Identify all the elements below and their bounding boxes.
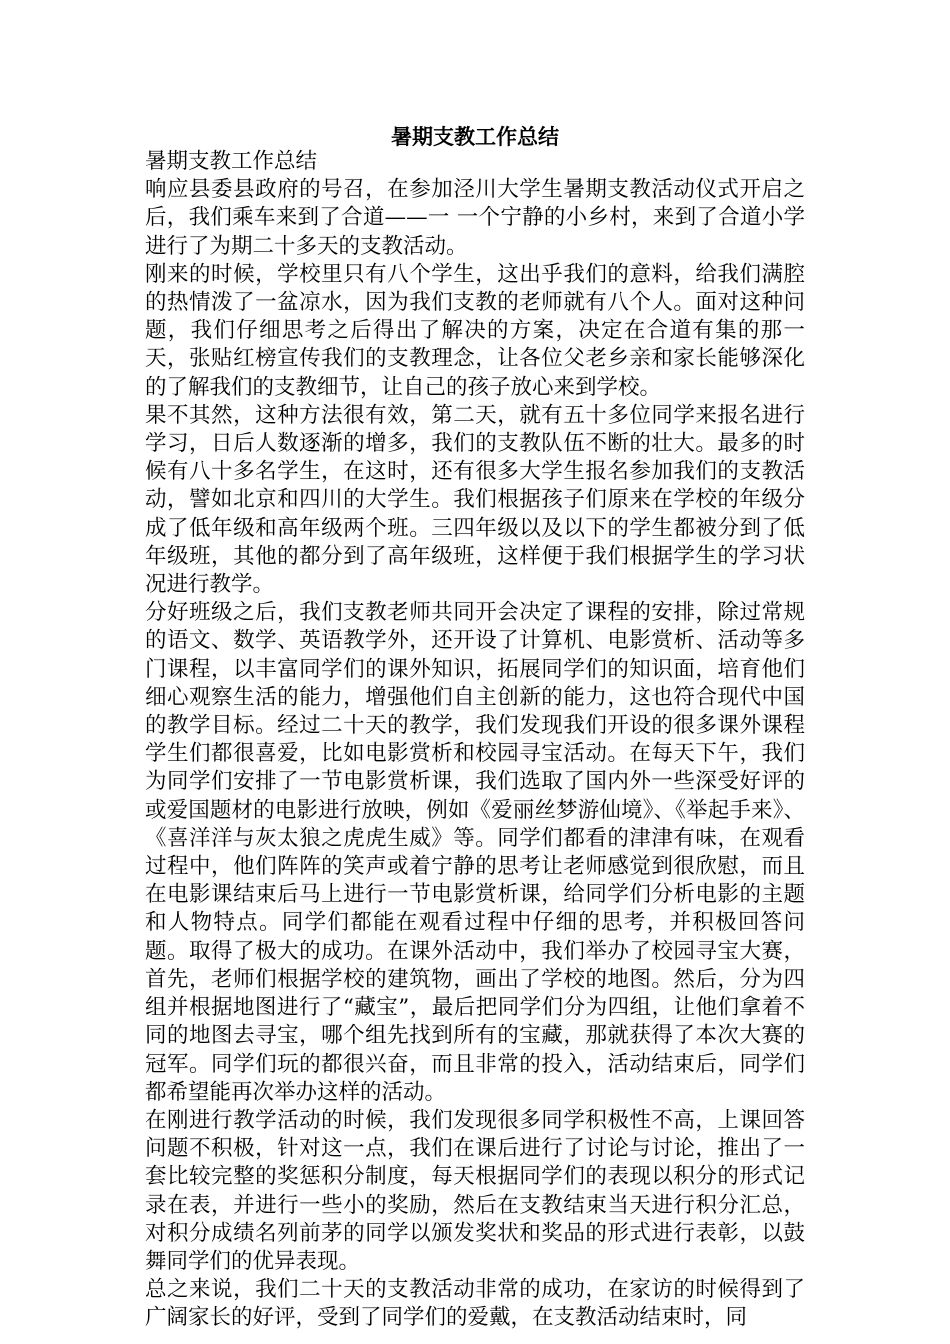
paragraph-5: 在刚进行教学活动的时候，我们发现很多同学积极性不高，上课回答问题不积极，针对这一点，我们在课后进行了讨论与讨论，推出了一套比较完整的奖惩积分制度，每天根据同学们的表现以积分的形式记录在表，并进行一些小的奖励，然后在支教结束当天进行积分汇总，对积分成绩名列前茅的同学以颁发奖状和奖品的形式进行表彰，以鼓舞同学们的优异表现。 xyxy=(145,1107,805,1274)
document-subtitle: 暑期支教工作总结 xyxy=(145,149,318,174)
paragraph-2: 刚来的时候，学校里只有八个学生，这出乎我们的意料，给我们满腔的热情泼了一盆凉水，因为我们支教的老师就有八个人。面对这种问题，我们仔细思考之后得出了解决的方案，决定在合道有集的那一天，张贴红榜宣传我们的支教理念，让各位父老乡亲和家长能够深化的了解我们的支教细节，让自己的孩子放心来到学校。 xyxy=(145,261,805,400)
paragraph-1: 响应县委县政府的号召，在参加泾川大学生暑期支教活动仪式开启之后，我们乘车来到了合道——一 一个宁静的小乡村，来到了合道小学进行了为期二十多天的支教活动。 xyxy=(145,177,805,259)
document-body xyxy=(145,148,805,1333)
paragraph-6: 总之来说，我们二十天的支教活动非常的成功，在家访的时候得到了广阔家长的好评，受到了同学们的爱戴，在支教活动结束时，同 xyxy=(145,1277,805,1331)
paragraph-3: 果不其然，这种方法很有效，第二天，就有五十多位同学来报名进行学习，日后人数逐渐的增多，我们的支教队伍不断的壮大。最多的时候有八十多名学生，在这时，还有很多大学生报名参加我们的支教活动，譬如北京和四川的大学生。我们根据孩子们原来在学校的年级分成了低年级和高年级两个班。三四年级以及以下的学生都被分到了低年级班，其他的都分到了高年级班，这样便于我们根据学生的学习状况进行教学。 xyxy=(145,402,805,598)
document-title: 暑期支教工作总结 xyxy=(391,124,559,149)
paragraph-4: 分好班级之后，我们支教老师共同开会决定了课程的安排，除过常规的语文、数学、英语教学外，还开设了计算机、电影赏析、活动等多门课程，以丰富同学们的课外知识，拓展同学们的知识面，培育他们细心观察生活的能力，增强他们自主创新的能力，这也符合现代中国的教学目标。经过二十天的教学，我们发现我们开设的很多课外课程学生们都很喜爱，比如电影赏析和校园寻宝活动。在每天下午，我们为同学们安排了一节电影赏析课，我们选取了国内外一些深受好评的或爱国题材的电影进行放映，例如《爱丽丝梦游仙境》、《举起手来》、《喜洋洋与灰太狼之虎虎生威》等。同学们都看的津津有味，在观看过程中，他们阵阵的笑声或着宁静的思考让老师感觉到很欣慰，而且在电影课结束后马上进行一节电影赏析课，给同学们分析电影的主题和人物特点。同学们都能在观看过程中仔细的思考，并积极回答问题。取得了极大的成功。在课外活动中，我们举办了校园寻宝大赛，首先，老师们根据学校的建筑物，画出了学校的地图。然后，分为四组并根据地图进行了“藏宝”，最后把同学们分为四组，让他们拿着不同的地图去寻宝，哪个组先找到所有的宝藏，那就获得了本次大赛的冠军。同学们玩的都很兴奋，而且非常的投入，活动结束后，同学们都希望能再次举办这样的活动。 xyxy=(145,600,805,1105)
